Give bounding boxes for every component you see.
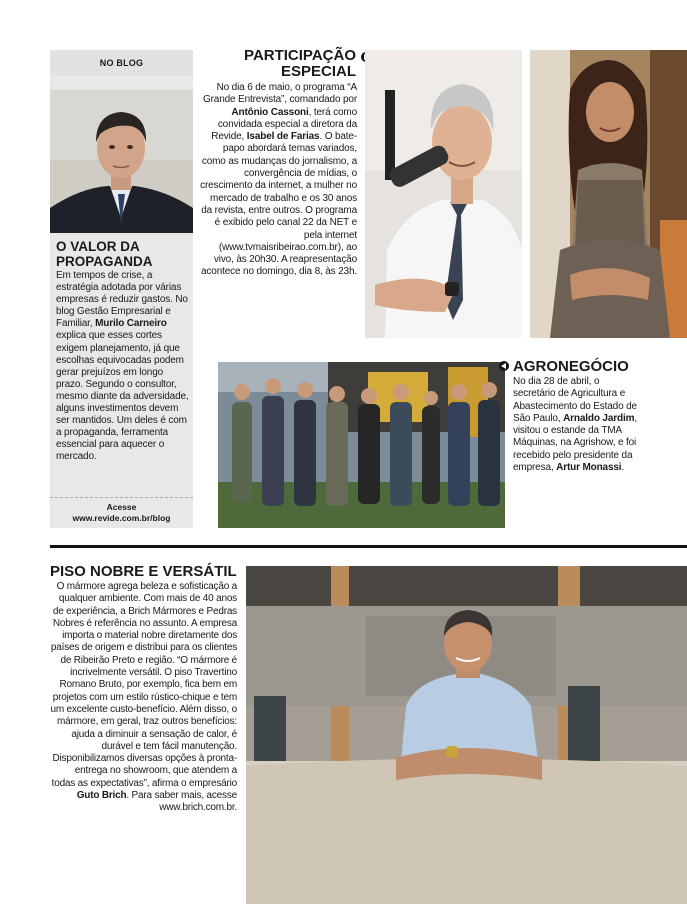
sidebar-body-name: Murilo Carneiro (95, 318, 167, 330)
sidebar-title-line2: PROPAGANDA (56, 253, 153, 269)
section-divider (50, 545, 687, 548)
agronegocio-name-2: Artur Monassi (556, 462, 622, 474)
piso-text-1: O mármore agrega beleza e sofisticação a qualquer ambiente. Com mais de 40 anos de experiência, a Brich Mármores e Pedras Nobres é referência no assunto. A empresa importa o material nobre diretamente dos países de origem e distribui para os clientes de Ribeirão Preto e região. “O mármore é incrivelmente versátil. O piso Travertino Romano Bruto, por exemplo, fica bem em projetos com um estilo rústico-chique e tem um excelente custo-benefício. Além disso, o mármore, em geral, traz outros benefícios: ajuda a diminuir a sensação de calor, é durável e tem fácil manutenção. Disponibilizamos diversas opções à pronta-entrega no showroom, que atendem a todas as expectativas”, afirma o empresário (50, 581, 237, 789)
blog-sidebar (50, 50, 193, 528)
participacao-text-1: No dia 6 de maio, o programa “A Grande Entrevista”, comandado por (202, 82, 357, 106)
guto-brich-photo (246, 566, 687, 904)
sidebar-link-url[interactable]: www.revide.com.br/blog (72, 513, 171, 523)
participacao-name-2: Isabel de Farias (246, 131, 320, 143)
arrow-left-icon (499, 361, 509, 371)
sidebar-link-label: Acesse (106, 502, 137, 512)
agronegocio-name-1: Arnaldo Jardim (563, 412, 635, 424)
isabel-de-farias-photo (530, 50, 687, 338)
piso-name: Guto Brich (76, 790, 127, 802)
murilo-carneiro-photo (50, 90, 193, 233)
agronegocio-text-2: , visitou o estande da TMA Máquinas, na Agrishow, e foi recebido pelo presidente da empresa, (513, 412, 637, 474)
participacao-title-line1: PARTICIPAÇÃO (244, 47, 356, 64)
antonio-cassoni-photo (365, 50, 522, 338)
participacao-text-3: . O bate-papo abordará temas variados, como as mudanças do jornalismo, a convergência de mídias, o crescimento da internet, a mulher no mercado de trabalho e os 30 anos da revista, entre outros. O programa é exibido pelo canal 22 da NET e pela internet (www.tvmaisribeirao.com.br), ao vivo, às 20h30. A reapresentação acontece no domingo, dia 8, às 23h. (200, 131, 357, 278)
agronegocio-title: AGRONEGÓCIO (513, 358, 629, 375)
sidebar-title (56, 240, 190, 269)
agronegocio-group-photo (218, 362, 505, 528)
piso-text-2: . Para saber mais, acesse www.brich.com.br. (126, 790, 237, 814)
sidebar-title-line1: O VALOR DA (56, 239, 140, 254)
sidebar-header: NO BLOG (50, 50, 193, 76)
piso-title: PISO NOBRE E VERSÁTIL (50, 563, 237, 580)
sidebar-body-text-end: explica que esses cortes exigem planejamento, já que escolhas equivocadas podem gerar prejuízos em longo prazo. Segundo o consultor, mesmo diante da adversidade, alguns investimentos devem ser mantidos. Um deles é com a propaganda, ferramenta essencial para aquecer o mercado. (56, 330, 189, 463)
participacao-name-1: Antônio Cassoni (231, 106, 309, 118)
participacao-text-2: , terá como convidada especial a diretora da Revide, (211, 106, 357, 143)
sidebar-divider (50, 497, 193, 499)
sidebar-body (56, 270, 190, 464)
participacao-body (200, 82, 357, 279)
agronegocio-text-3: . (621, 462, 625, 474)
sidebar-body-text: Em tempos de crise, a estratégia adotada por várias empresas é reduzir gastos. No blog Gestão Empresarial e Familiar, (56, 270, 188, 330)
participacao-title (200, 48, 356, 80)
agronegocio-text-1: No dia 28 de abril, o secretário de Agricultura e Abastecimento do Estado de São Paulo, (513, 376, 637, 424)
agronegocio-body (513, 376, 643, 474)
piso-body (50, 581, 237, 815)
participacao-title-line2: ESPECIAL (280, 63, 356, 80)
